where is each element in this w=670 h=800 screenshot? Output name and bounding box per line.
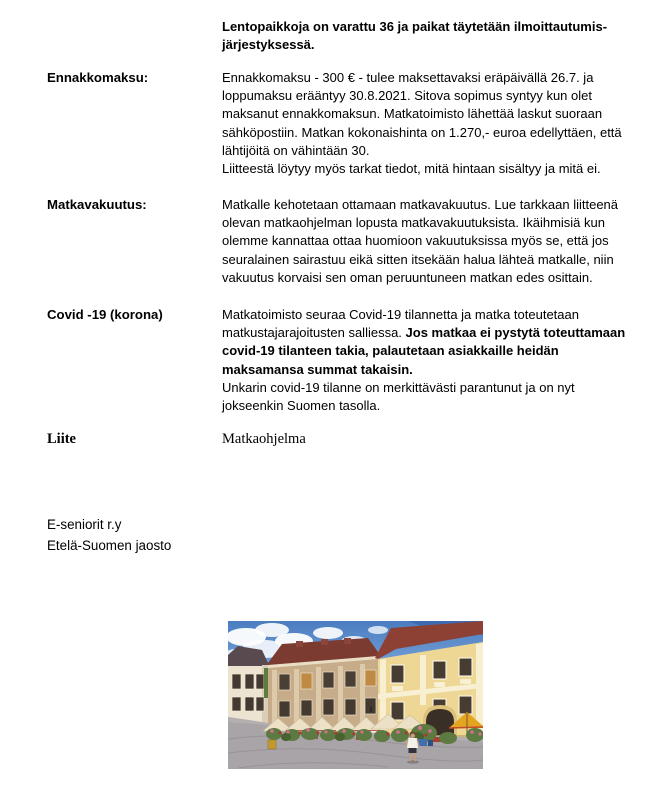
section-ennakkomaksu [47, 69, 622, 178]
section-text-ennakkomaksu [222, 69, 622, 178]
text-line: järjestyksessä. [222, 37, 315, 53]
section-label-covid: Covid -19 (korona) [47, 307, 163, 322]
section-text-matkavakuutus [222, 196, 618, 287]
center-building [268, 638, 378, 728]
signature-branch: Etelä-Suomen jaosto [47, 538, 172, 553]
section-text-covid [222, 306, 625, 415]
section-liite [47, 430, 306, 448]
section-matkavakuutus [47, 196, 618, 287]
text-line: seuralainen sairastuu eikä sitten itsekään halua lähteä matkalle, niin [222, 251, 614, 267]
text-line: olevan matkaohjelman lopusta matkavakuutuksista. Ikäihmisiä kun [222, 215, 605, 231]
text-line: Unkarin covid-19 tilanne on merkittävästi parantunut ja on nyt [222, 379, 575, 395]
section-label-matkavakuutus: Matkavakuutus: [47, 197, 147, 212]
town-square-photo [228, 621, 483, 769]
text-line: maksamansa summat takaisin. [222, 361, 413, 377]
text-line: jokseenkin Suomen tasolla. [222, 398, 381, 414]
town-square-illustration [228, 621, 483, 769]
text-line: olemme kannattaa ottaa huomioon vakuutuksissa myös se, että jos [222, 233, 609, 249]
left-building [228, 646, 269, 726]
text-line: Matkalle kehotetaan ottamaan matkavakuutus. Lue tarkkaan liitteenä [222, 197, 619, 212]
signature-org: E-seniorit r.y [47, 517, 122, 532]
text-line: maksanut ennakkomaksun. Matkatoimisto lähettää laskut suoraan [222, 106, 603, 122]
text-line: Matkatoimisto seuraa Covid-19 tilannetta ja matka toteutetaan [222, 307, 579, 322]
text-line: Liitteestä löytyy myös tarkat tiedot, mitä hintaan sisältyy ja mitä ei. [222, 161, 601, 177]
text-line: Ennakkomaksu - 300 € - tulee maksettavaksi eräpäivällä 26.7. ja [222, 70, 594, 85]
text-line: loppumaksu erääntyy 30.8.2021. Sitova sopimus syntyy kun olet [222, 88, 592, 104]
intro-paragraph [222, 18, 607, 54]
text-line: covid-19 tilanteen takia, palautetaan asiakkaille heidän [222, 343, 559, 359]
section-label-ennakkomaksu: Ennakkomaksu: [47, 70, 149, 85]
section-covid [47, 306, 625, 415]
text-line: matkustajarajoitusten salliessa. Jos matkaa ei pystytä toteuttamaan [222, 325, 626, 341]
signature-block [47, 514, 171, 556]
section-label-liite: Liite [47, 431, 76, 447]
text-line: lähtijöitä on vähintään 30. [222, 142, 370, 158]
text-line: sähköpostiin. Matkan kokonaishinta on 1.270,- euroa edellyttäen, että [222, 124, 622, 140]
attachment-name: Matkaohjelma [222, 431, 306, 447]
text-line: vakuutus korvaisi sen oman peruuntuneen matkan edes osittain. [222, 269, 593, 285]
text-line: Lentopaikkoja on varattu 36 ja paikat täytetään ilmoittautumis- [222, 19, 608, 34]
